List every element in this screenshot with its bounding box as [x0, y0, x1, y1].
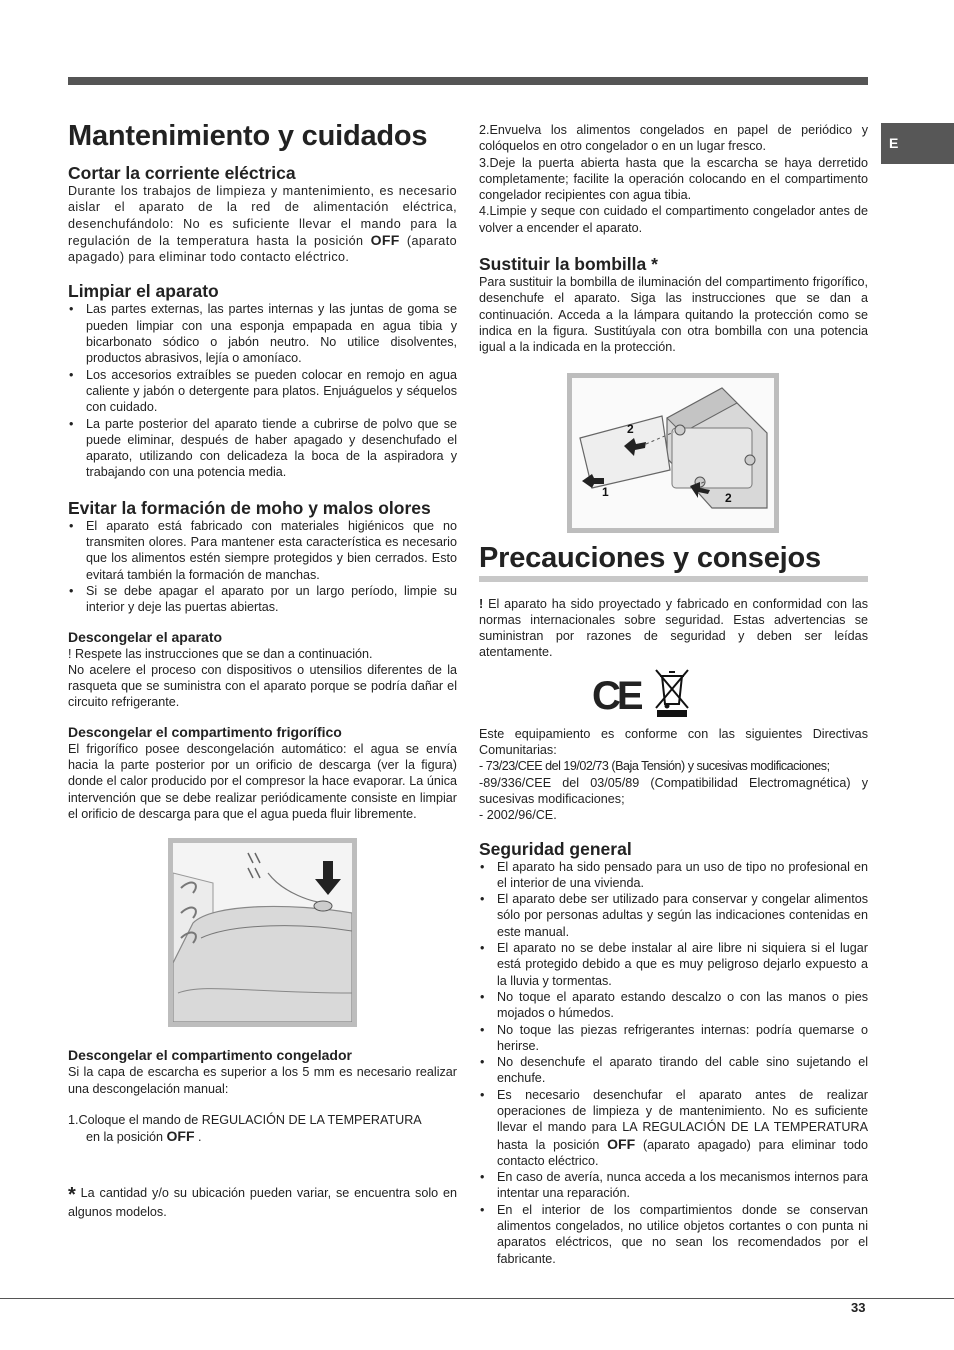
list-item: • Es necesario desenchufar el aparato antes de realizar operaciones de limpieza y de mantenimiento. No es suficiente llevar el mando para LA REGULACIÓN DE LA TEMPERATURA hasta la posición OFF (aparato apagado) para eliminar todo contacto eléctrico. — [479, 1087, 868, 1169]
list-item: • No toque las piezas refrigerantes internas: podría quemarse o herirse. — [479, 1022, 868, 1055]
list-item: • El aparato ha sido pensado para un uso de tipo no profesional en el interior de una vivienda. — [479, 859, 868, 892]
list-item: • Las partes externas, las partes internas y las juntas de goma se pueden limpiar con una esponja empapada en agua tibia y bicarbonato sódico o jabón neutro. No utilice disolventes, productos abrasivos, lejía o amoníaco. — [68, 301, 457, 366]
defrost-fridge-text: El frigorífico posee descongelación automático: el agua se envía hacia la parte posterior por un orificio de descarga (ver la figura) donde el calor producido por el compresor la hace evaporar. La única intervención que se debe realizar periódicamente consiste en limpiar el orificio de descarga para que el agua pueda fluir libremente. — [68, 741, 457, 821]
safety-list — [479, 859, 868, 1267]
heading-mold: Evitar la formación de moho y malos olores — [68, 497, 431, 518]
bottom-rule — [0, 1298, 954, 1299]
off-label: OFF — [166, 1128, 195, 1145]
fig-label: 2 — [627, 421, 634, 436]
drain-illustration — [173, 843, 352, 1022]
defrost-line2: No acelere el proceso con dispositivos o utensilios diferentes de la rasqueta que se suministra con el aparato porque se podría dañar el circuito refrigerante. — [68, 662, 457, 710]
bulb-replacement-figure — [567, 373, 779, 533]
heading-defrost-fridge: Descongelar el compartimento frigorífico — [68, 723, 342, 740]
list-item: • En caso de avería, nunca acceda a los mecanismos internos para intentar una reparación. — [479, 1169, 868, 1202]
heading-bulb: Sustituir la bombilla * — [479, 254, 658, 275]
directive-item: - 2002/96/CE. — [479, 808, 557, 823]
weee-bin-icon — [652, 666, 692, 718]
defrost-step3: 3.Deje la puerta abierta hasta que la escarcha se haya derretido completamente; facilite la operación colocando en el compartimento congelador recipientes con agua tibia. — [479, 155, 868, 203]
off-label: OFF — [370, 231, 400, 248]
list-item: • No desenchufe el aparato tirando del cable sino sujetando el enchufe. — [479, 1054, 868, 1087]
defrost-line1: ! Respete las instrucciones que se dan a continuación. — [68, 646, 373, 661]
list-item: • La parte posterior del aparato tiende a cubrirse de polvo que se puede eliminar, después de haber apagado y desenchufado el aparato, utilizando con delicadeza la boca de la aspiradora y trabajando con una potencia media. — [68, 416, 457, 481]
asterisk: * — [68, 1184, 76, 1207]
heading-safety: Seguridad general — [479, 838, 632, 859]
directive-item: - 73/23/CEE del 19/02/73 (Baja Tensión) y sucesivas modificaciones; — [479, 759, 830, 774]
section-title-maintenance: Mantenimiento y cuidados — [68, 120, 428, 152]
list-item: • Los accesorios extraíbles se pueden colocar en remojo en agua caliente y jabón o detergente para platos. Enjuáguelos y séquelos con cuidado. — [68, 367, 457, 416]
fridge-drain-figure — [168, 838, 357, 1027]
list-item: • En el interior de los compartimientos donde se conservan alimentos congelados, no utilice objetos cortantes o con punta ni aparatos eléctricos, que no sean los recomendados por el fabricante. — [479, 1202, 868, 1267]
fig-label: 2 — [725, 490, 732, 505]
power-text: Durante los trabajos de limpieza y mantenimiento, es necesario aislar el aparato de la red de alimentación eléctrica, desenchufándolo: No es suficiente llevar el mando para la regulación de la temperatura hasta la posición OFF (aparato apagado) para eliminar todo contacto eléctrico. — [68, 184, 458, 265]
directives-intro: Este equipamiento es conforme con las siguientes Directivas Comunitarias: — [479, 726, 868, 758]
list-item: • Si se debe apagar el aparato por un largo período, limpie su interior y deje las puertas abiertas. — [68, 583, 457, 616]
clean-list — [68, 301, 457, 480]
list-item: • No toque el aparato estando descalzo o con las manos o pies mojados o húmedos. — [479, 989, 868, 1022]
defrost-step1: 1.Coloque el mando de REGULACIÓN DE LA TEMPERATURA — [68, 1112, 422, 1127]
section-title-precautions: Precauciones y consejos — [479, 540, 868, 582]
heading-defrost: Descongelar el aparato — [68, 628, 223, 645]
page-number: 33 — [851, 1300, 866, 1315]
defrost-step2: 2.Envuelva los alimentos congelados en papel de periódico y colóquelos en otro congelador o en un lugar fresco. — [479, 123, 868, 154]
footnote: * La cantidad y/o su ubicación pueden variar, se encuentra solo en algunos modelos. — [68, 1184, 458, 1219]
directive-item: -89/336/CEE del 03/05/89 (Compatibilidad Electromagnética) y sucesivas modificaciones; — [479, 775, 868, 806]
defrost-step4: 4.Limpie y seque con cuidado el compartimento congelador antes de volver a encender el aparato. — [479, 204, 868, 235]
defrost-freezer-text: Si la capa de escarcha es superior a los 5 mm es necesario realizar una descongelación manual: — [68, 1065, 457, 1096]
bulb-text: Para sustituir la bombilla de iluminación del compartimento frigorífico, desenchufe el aparato. Siga las instrucciones que se dan a continuación. Acceda a la lámpara quitando la protección como se indica en la figura. Sustitúyala con otra bombilla con una potencia igual a la indicada en la protección. — [479, 275, 868, 355]
list-item: • El aparato debe ser utilizado para conservar y congelar alimentos sólo por personas adultas y según las indicaciones contenidas en este manual. — [479, 891, 868, 940]
right-column — [479, 122, 868, 1267]
heading-clean: Limpiar el aparato — [68, 281, 219, 302]
list-item: • El aparato no se debe instalar al aire libre ni siquiera si el lugar está protegido debido a que es muy peligroso dejarlo expuesto a la lluvia y tormentas. — [479, 940, 868, 989]
defrost-step1-position: en la posición OFF . — [86, 1128, 202, 1145]
mold-list — [68, 518, 457, 616]
fig-label: 1 — [602, 484, 609, 499]
lamp-cover-illustration — [572, 378, 774, 528]
language-tab: E — [881, 123, 954, 164]
heading-defrost-freezer: Descongelar el compartimento congelador — [68, 1047, 352, 1064]
ce-mark-icon: CE — [592, 673, 640, 718]
off-label: OFF — [607, 1135, 636, 1152]
ce-weee-marks — [592, 666, 868, 722]
list-item: • El aparato está fabricado con materiales higiénicos que no transmiten olores. Para mantener esta característica es necesario que los alimentos estén siempre protegidos y bien cerrados. Esto evitará también la formación de manchas. — [68, 518, 457, 583]
precautions-intro: ! El aparato ha sido proyectado y fabricado en conformidad con las normas internacionales sobre seguridad. Estas advertencias se suministran por razones de seguridad y deben ser leídas atentamente. — [479, 596, 868, 660]
heading-power: Cortar la corriente eléctrica — [68, 163, 296, 183]
top-rule — [68, 77, 868, 85]
left-column — [68, 118, 457, 1220]
